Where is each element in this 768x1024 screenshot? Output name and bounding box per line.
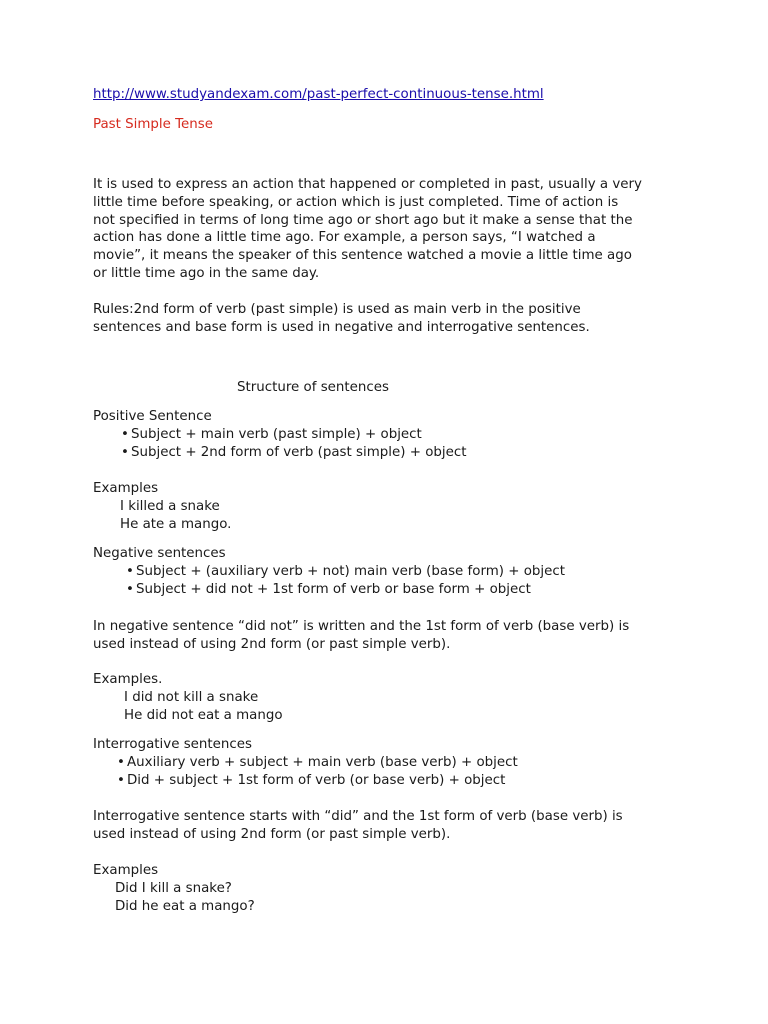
list-item: • Subject + (auxiliary verb + not) main verb (base form) + object — [126, 564, 565, 579]
intro-line: It is used to express an action that happened or completed in past, usually a very — [93, 177, 642, 192]
positive-bullets — [121, 426, 466, 462]
negative-example: He did not eat a mango — [124, 708, 283, 723]
positive-example: I killed a snake — [120, 499, 220, 514]
rules-line: sentences and base form is used in negative and interrogative sentences. — [93, 319, 590, 335]
intro-line: action has done a little time ago. For example, a person says, “I watched a — [93, 230, 596, 246]
intro-line: little time before speaking, or action which is just completed. Time of action is — [93, 194, 619, 210]
bullet-icon: • — [117, 773, 125, 788]
interrogative-example: Did I kill a snake? — [115, 881, 232, 896]
doc-heading: Past Simple Tense — [93, 117, 213, 132]
negative-examples-label: Examples. — [93, 672, 163, 687]
negative-title: Negative sentences — [93, 546, 226, 561]
bullet-icon: • — [126, 582, 134, 597]
bullet-icon: • — [121, 427, 129, 442]
negative-note — [93, 618, 629, 654]
negative-example: I did not kill a snake — [124, 690, 259, 705]
negative-note-line: In negative sentence “did not” is written and the 1st form of verb (base verb) is — [93, 619, 630, 634]
list-item: • Subject + did not + 1st form of verb or base form + object — [126, 582, 531, 597]
interrogative-note-line: used instead of using 2nd form (or past simple verb). — [93, 826, 451, 842]
list-item: • Did + subject + 1st form of verb (or base verb) + object — [117, 773, 506, 788]
interrogative-example: Did he eat a mango? — [115, 899, 255, 914]
interrogative-note — [93, 808, 623, 844]
bullet-icon: • — [121, 445, 129, 460]
list-item: • Auxiliary verb + subject + main verb (base verb) + object — [117, 755, 518, 770]
interrogative-note-line: Interrogative sentence starts with “did” and the 1st form of verb (base verb) is — [93, 809, 623, 824]
intro-line: not specified in terms of long time ago or short ago but it make a sense that the — [93, 212, 633, 228]
source-link[interactable]: http://www.studyandexam.com/past-perfect-continuous-tense.html — [93, 87, 544, 102]
interrogative-examples-label: Examples — [93, 863, 159, 878]
intro-line: or little time ago in the same day. — [93, 265, 320, 281]
positive-example: He ate a mango. — [120, 517, 232, 532]
interrogative-title: Interrogative sentences — [93, 737, 252, 752]
intro-line: movie”, it means the speaker of this sentence watched a movie a little time ago — [93, 248, 632, 264]
interrogative-bullets — [117, 754, 518, 790]
negative-note-line: used instead of using 2nd form (or past simple verb). — [93, 636, 451, 652]
list-item: • Subject + 2nd form of verb (past simple) + object — [121, 445, 467, 460]
positive-title: Positive Sentence — [93, 409, 212, 424]
list-item: • Subject + main verb (past simple) + object — [121, 427, 422, 442]
positive-examples-label: Examples — [93, 481, 159, 496]
bullet-icon: • — [117, 755, 125, 770]
rules-paragraph — [93, 301, 590, 337]
negative-bullets — [126, 563, 565, 599]
structure-title: Structure of sentences — [237, 380, 389, 395]
bullet-icon: • — [126, 564, 134, 579]
intro-paragraph — [93, 176, 642, 283]
rules-line: Rules:2nd form of verb (past simple) is used as main verb in the positive — [93, 302, 581, 317]
